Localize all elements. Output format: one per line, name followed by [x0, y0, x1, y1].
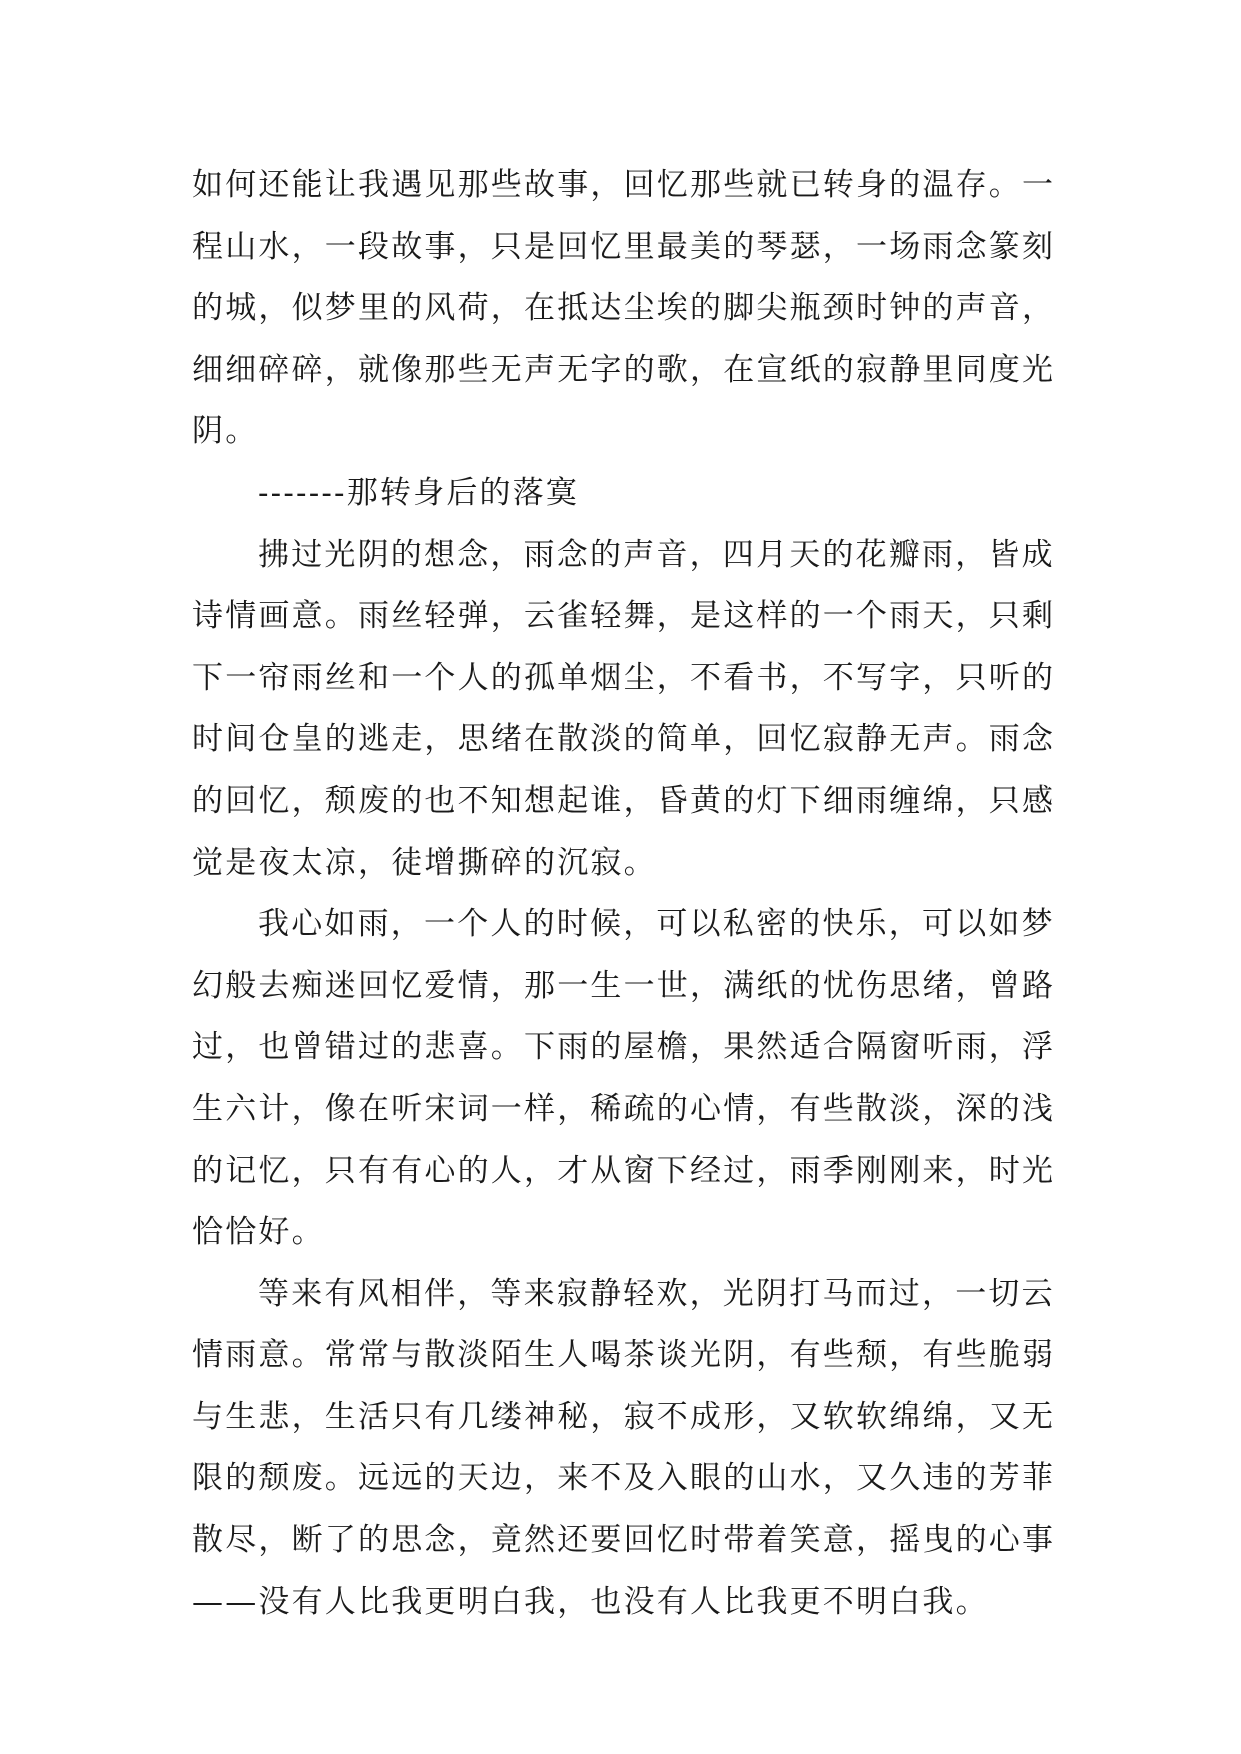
text-line: 限的颓废。远远的天边，来不及入眼的山水，又久违的芳菲: [192, 1460, 1056, 1497]
document-body: [192, 155, 1056, 1633]
text-line: 的记忆，只有有心的人，才从窗下经过，雨季刚刚来，时光: [192, 1152, 1056, 1189]
text-line: 下一帘雨丝和一个人的孤单烟尘，不看书，不写字，只听的: [192, 659, 1056, 696]
text-line: 生六计，像在听宋词一样，稀疏的心情，有些散淡，深的浅: [192, 1090, 1056, 1127]
text-line: 我心如雨，一个人的时候，可以私密的快乐，可以如梦: [258, 906, 1055, 943]
text-line: 细细碎碎，就像那些无声无字的歌，在宣纸的寂静里同度光: [192, 351, 1056, 388]
text-line: 恰恰好。: [192, 1214, 325, 1251]
text-line: 散尽，断了的思念，竟然还要回忆时带着笑意，摇曳的心事: [192, 1522, 1056, 1559]
text-line: 时间仓皇的逃走，思绪在散淡的简单，回忆寂静无声。雨念: [192, 721, 1056, 758]
text-line: 阴。: [192, 413, 259, 450]
text-line: ——没有人比我更明白我，也没有人比我更不明白我。: [192, 1583, 989, 1620]
text-line: 的回忆，颓废的也不知想起谁，昏黄的灯下细雨缠绵，只感: [192, 782, 1056, 819]
text-line: 等来有风相伴，等来寂静轻欢，光阴打马而过，一切云: [258, 1275, 1055, 1312]
text-line: 与生悲，生活只有几缕神秘，寂不成形，又软软绵绵，又无: [192, 1398, 1056, 1435]
text-line: 的城，似梦里的风荷，在抵达尘埃的脚尖瓶颈时钟的声音，: [192, 290, 1056, 327]
text-line: 程山水，一段故事，只是回忆里最美的琴瑟，一场雨念篆刻: [192, 228, 1056, 265]
text-line: 幻般去痴迷回忆爱情，那一生一世，满纸的忧伤思绪，曾路: [192, 967, 1056, 1004]
text-line: 过，也曾错过的悲喜。下雨的屋檐，果然适合隔窗听雨，浮: [192, 1029, 1056, 1066]
text-line: 诗情画意。雨丝轻弹，云雀轻舞，是这样的一个雨天，只剩: [192, 598, 1056, 635]
text-line: 如何还能让我遇见那些故事，回忆那些就已转身的温存。一: [192, 167, 1056, 203]
text-line: 拂过光阴的想念，雨念的声音，四月天的花瓣雨，皆成: [258, 536, 1055, 573]
text-line: 觉是夜太凉，徒增撕碎的沉寂。: [192, 844, 657, 881]
text-line: 情雨意。常常与散淡陌生人喝茶谈光阴，有些颓，有些脆弱: [192, 1337, 1056, 1374]
section-heading: -------那转身后的落寞: [258, 474, 580, 511]
